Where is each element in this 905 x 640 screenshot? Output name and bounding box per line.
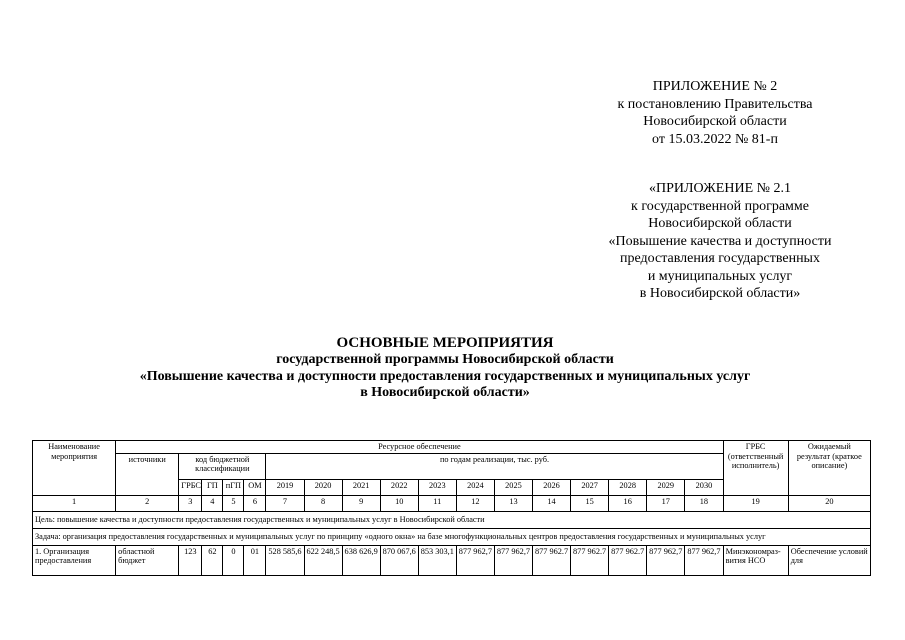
- header-year: 2028: [609, 479, 647, 495]
- year-value: 870 067,6: [380, 545, 418, 575]
- title-line-main: ОСНОВНЫЕ МЕРОПРИЯТИЯ: [336, 335, 554, 351]
- header-year: 2020: [304, 479, 342, 495]
- appendix-2-1-line: «Повышение качества и доступности: [608, 233, 832, 249]
- expected-result: Обеспечение условий для: [788, 545, 870, 575]
- column-number: 19: [723, 495, 788, 511]
- appendix-2-1-line: Новосибирской области: [648, 216, 792, 231]
- column-number: 17: [647, 495, 685, 511]
- header-year: 2024: [456, 479, 494, 495]
- year-value: 877 962,7: [647, 545, 685, 575]
- activities-table: [32, 440, 871, 576]
- header-expected-result: Ожидаемый результат (краткое описание): [788, 441, 870, 496]
- appendix-2-1-line: и муниципальных услуг: [647, 268, 793, 284]
- header-code-grbs: ГРБС: [179, 479, 202, 495]
- appendix-2-1-header: [570, 180, 870, 303]
- column-number: 5: [223, 495, 244, 511]
- year-value: 622 248,5: [304, 545, 342, 575]
- column-number: 16: [609, 495, 647, 511]
- header-sources: источники: [116, 453, 179, 495]
- column-number: 8: [304, 495, 342, 511]
- header-year: 2021: [342, 479, 380, 495]
- code-gp: 62: [202, 545, 223, 575]
- column-number: 18: [685, 495, 723, 511]
- header-year: 2023: [418, 479, 456, 495]
- title-line: «Повышение качества и доступности предоставления государственных и муниципальных услуг: [139, 368, 751, 384]
- title-line: государственной программы Новосибирской области: [276, 351, 614, 367]
- code-om: 01: [244, 545, 266, 575]
- goal-row: Цель: повышение качества и доступности предоставления государственных и муниципальных услуг в Новосибирской области: [33, 511, 871, 528]
- header-budget-code: код бюджетной классификации: [179, 453, 266, 479]
- appendix-2-line: от 15.03.2022 № 81-п: [652, 131, 778, 147]
- header-year: 2022: [380, 479, 418, 495]
- appendix-2-1-line: «ПРИЛОЖЕНИЕ № 2.1: [649, 181, 791, 196]
- year-value: 877 962.7: [533, 545, 571, 575]
- year-value: 877 962.7: [609, 545, 647, 575]
- executor: Минэкономраз-вития НСО: [723, 545, 788, 575]
- header-year: 2030: [685, 479, 723, 495]
- appendix-2-1-line: предоставления государственных: [620, 251, 820, 266]
- header-year: 2029: [647, 479, 685, 495]
- appendix-2-line: Новосибирской области: [643, 114, 787, 129]
- column-number: 12: [456, 495, 494, 511]
- column-number: 11: [418, 495, 456, 511]
- table-row: [33, 545, 871, 575]
- column-number: 14: [533, 495, 571, 511]
- year-value: 528 585,6: [266, 545, 304, 575]
- column-number: 7: [266, 495, 304, 511]
- code-grbs: 123: [179, 545, 202, 575]
- header-executor: ГРБС (ответственный исполнитель): [723, 441, 788, 496]
- year-value: 853 303,1: [418, 545, 456, 575]
- code-pgp: 0: [223, 545, 244, 575]
- header-year: 2025: [494, 479, 532, 495]
- column-number: 13: [494, 495, 532, 511]
- header-year: 2026: [533, 479, 571, 495]
- column-number: 1: [33, 495, 116, 511]
- header-resources: Ресурсное обеспечение: [116, 441, 723, 454]
- header-code-gp: ГП: [202, 479, 223, 495]
- activity-name: 1. Организация предоставления: [33, 545, 116, 575]
- year-value: 877 962,7: [685, 545, 723, 575]
- appendix-2-line: к постановлению Правительства: [617, 96, 813, 112]
- header-code-om: ОМ: [244, 479, 266, 495]
- header-years-group: по годам реализации, тыс. руб.: [266, 453, 723, 479]
- year-value: 877 962,7: [456, 545, 494, 575]
- column-number: 2: [116, 495, 179, 511]
- funding-source: областной бюджет: [116, 545, 179, 575]
- year-value: 877 962.7: [571, 545, 609, 575]
- title-line: в Новосибирской области»: [360, 385, 530, 401]
- column-number: 20: [788, 495, 870, 511]
- column-number: 4: [202, 495, 223, 511]
- appendix-2-line: ПРИЛОЖЕНИЕ № 2: [652, 79, 778, 94]
- column-number: 10: [380, 495, 418, 511]
- year-value: 638 626,9: [342, 545, 380, 575]
- column-number: 15: [571, 495, 609, 511]
- header-activity-name: Наименование мероприятия: [33, 441, 116, 496]
- appendix-2-header: [580, 78, 850, 148]
- column-number: 3: [179, 495, 202, 511]
- appendix-2-1-line: в Новосибирской области»: [639, 286, 801, 301]
- header-code-pgp: пГП: [223, 479, 244, 495]
- header-year: 2027: [571, 479, 609, 495]
- year-value: 877 962,7: [494, 545, 532, 575]
- appendix-2-1-line: к государственной программе: [631, 198, 809, 214]
- document-title: [80, 335, 810, 402]
- task-row: Задача: организация предоставления государственных и муниципальных услуг по принципу «одного окна» на базе многофункциональных центров предоставления государственных и муниципальных услуг: [33, 528, 871, 545]
- header-year: 2019: [266, 479, 304, 495]
- column-number: 6: [244, 495, 266, 511]
- column-number: 9: [342, 495, 380, 511]
